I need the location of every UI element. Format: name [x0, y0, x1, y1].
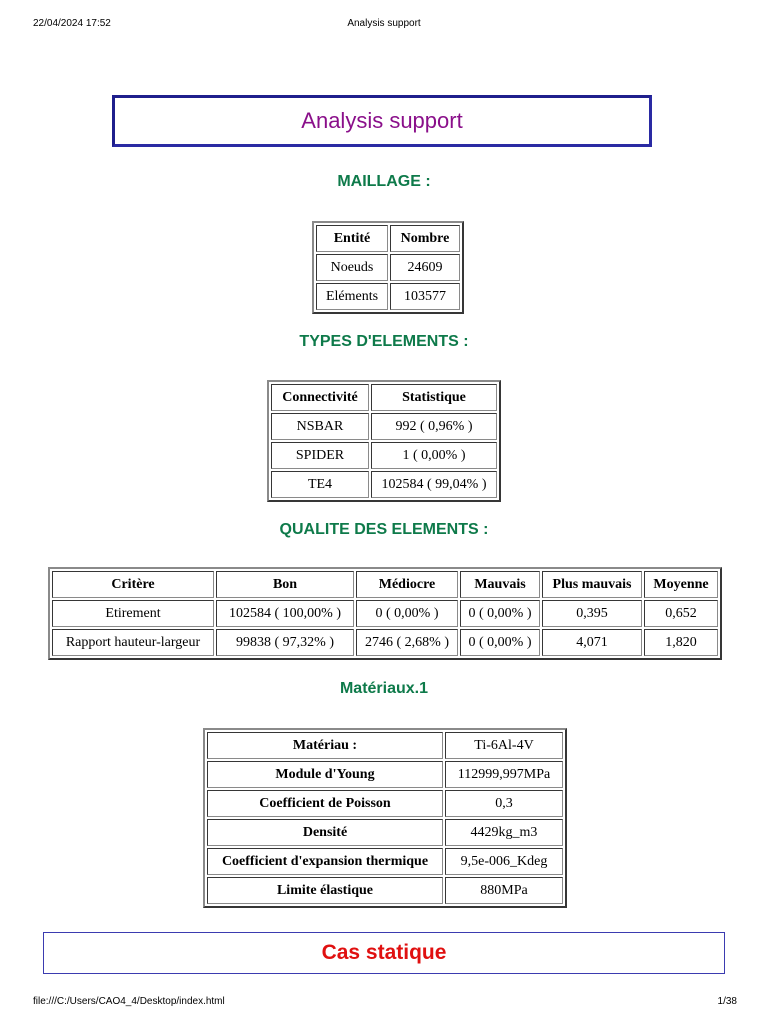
table-cell: Noeuds: [316, 254, 388, 281]
table-cell: Densité: [207, 819, 443, 846]
table-cell: 880MPa: [445, 877, 563, 904]
table-cell: 992 ( 0,96% ): [371, 413, 497, 440]
print-url: file:///C:/Users/CAO4_4/Desktop/index.html: [33, 996, 225, 1007]
table-header-row: [52, 571, 718, 598]
table-cell: Coefficient de Poisson: [207, 790, 443, 817]
table-row: [207, 790, 563, 817]
table-cell: 0 ( 0,00% ): [356, 600, 458, 627]
types-table: [267, 380, 501, 502]
table-header-cell: Bon: [216, 571, 354, 598]
table-cell: 9,5e-006_Kdeg: [445, 848, 563, 875]
materiaux-table: [203, 728, 567, 908]
table-cell: Coefficient d'expansion thermique: [207, 848, 443, 875]
print-date: 22/04/2024 17:52: [33, 18, 111, 29]
table-cell: 102584 ( 100,00% ): [216, 600, 354, 627]
table-cell: 112999,997MPa: [445, 761, 563, 788]
table-row: [271, 471, 497, 498]
table-header-cell: Moyenne: [644, 571, 718, 598]
table-cell: 0,3: [445, 790, 563, 817]
page-number: 1/38: [717, 996, 737, 1007]
table-header-cell: Plus mauvais: [542, 571, 642, 598]
table-cell: Matériau :: [207, 732, 443, 759]
table-cell: SPIDER: [271, 442, 369, 469]
report-title-box: [112, 95, 652, 147]
cas-statique-title: Cas statique: [321, 941, 447, 964]
table-row: [207, 732, 563, 759]
table-cell: Limite élastique: [207, 877, 443, 904]
table-header-row: [316, 225, 460, 252]
table-cell: 103577: [390, 283, 460, 310]
table-cell: Etirement: [52, 600, 214, 627]
cas-statique-box: [43, 932, 725, 974]
table-cell: 4429kg_m3: [445, 819, 563, 846]
table-cell: Ti-6Al-4V: [445, 732, 563, 759]
table-row: [316, 283, 460, 310]
table-header-cell: Mauvais: [460, 571, 540, 598]
table-cell: 0,652: [644, 600, 718, 627]
table-header-cell: Entité: [316, 225, 388, 252]
table-row: [207, 877, 563, 904]
table-cell: 1 ( 0,00% ): [371, 442, 497, 469]
table-cell: TE4: [271, 471, 369, 498]
print-title: Analysis support: [347, 18, 421, 29]
table-cell: 24609: [390, 254, 460, 281]
print-footer: [0, 996, 768, 1010]
maillage-table: [312, 221, 464, 314]
table-header-cell: Connectivité: [271, 384, 369, 411]
table-row: [207, 848, 563, 875]
maillage-heading: MAILLAGE :: [337, 173, 431, 190]
table-cell: 0,395: [542, 600, 642, 627]
materiaux-heading: Matériaux.1: [339, 680, 429, 697]
table-header-cell: Nombre: [390, 225, 460, 252]
table-row: [271, 442, 497, 469]
table-cell: 0 ( 0,00% ): [460, 600, 540, 627]
table-cell: 1,820: [644, 629, 718, 656]
table-cell: 0 ( 0,00% ): [460, 629, 540, 656]
table-cell: 102584 ( 99,04% ): [371, 471, 497, 498]
table-cell: Rapport hauteur-largeur: [52, 629, 214, 656]
table-cell: NSBAR: [271, 413, 369, 440]
qualite-heading: QUALITE DES ELEMENTS :: [279, 521, 489, 538]
table-header-cell: Médiocre: [356, 571, 458, 598]
table-cell: 2746 ( 2,68% ): [356, 629, 458, 656]
types-heading: TYPES D'ELEMENTS :: [299, 333, 469, 350]
table-cell: 4,071: [542, 629, 642, 656]
print-header: [0, 18, 768, 32]
table-header-cell: Critère: [52, 571, 214, 598]
report-title: Analysis support: [301, 108, 463, 133]
table-header-cell: Statistique: [371, 384, 497, 411]
table-row: [207, 819, 563, 846]
table-row: [316, 254, 460, 281]
table-row: [271, 413, 497, 440]
table-cell: Eléments: [316, 283, 388, 310]
table-header-row: [271, 384, 497, 411]
table-row: [52, 629, 718, 656]
qualite-table: [48, 567, 722, 660]
table-cell: 99838 ( 97,32% ): [216, 629, 354, 656]
table-row: [52, 600, 718, 627]
table-row: [207, 761, 563, 788]
table-cell: Module d'Young: [207, 761, 443, 788]
